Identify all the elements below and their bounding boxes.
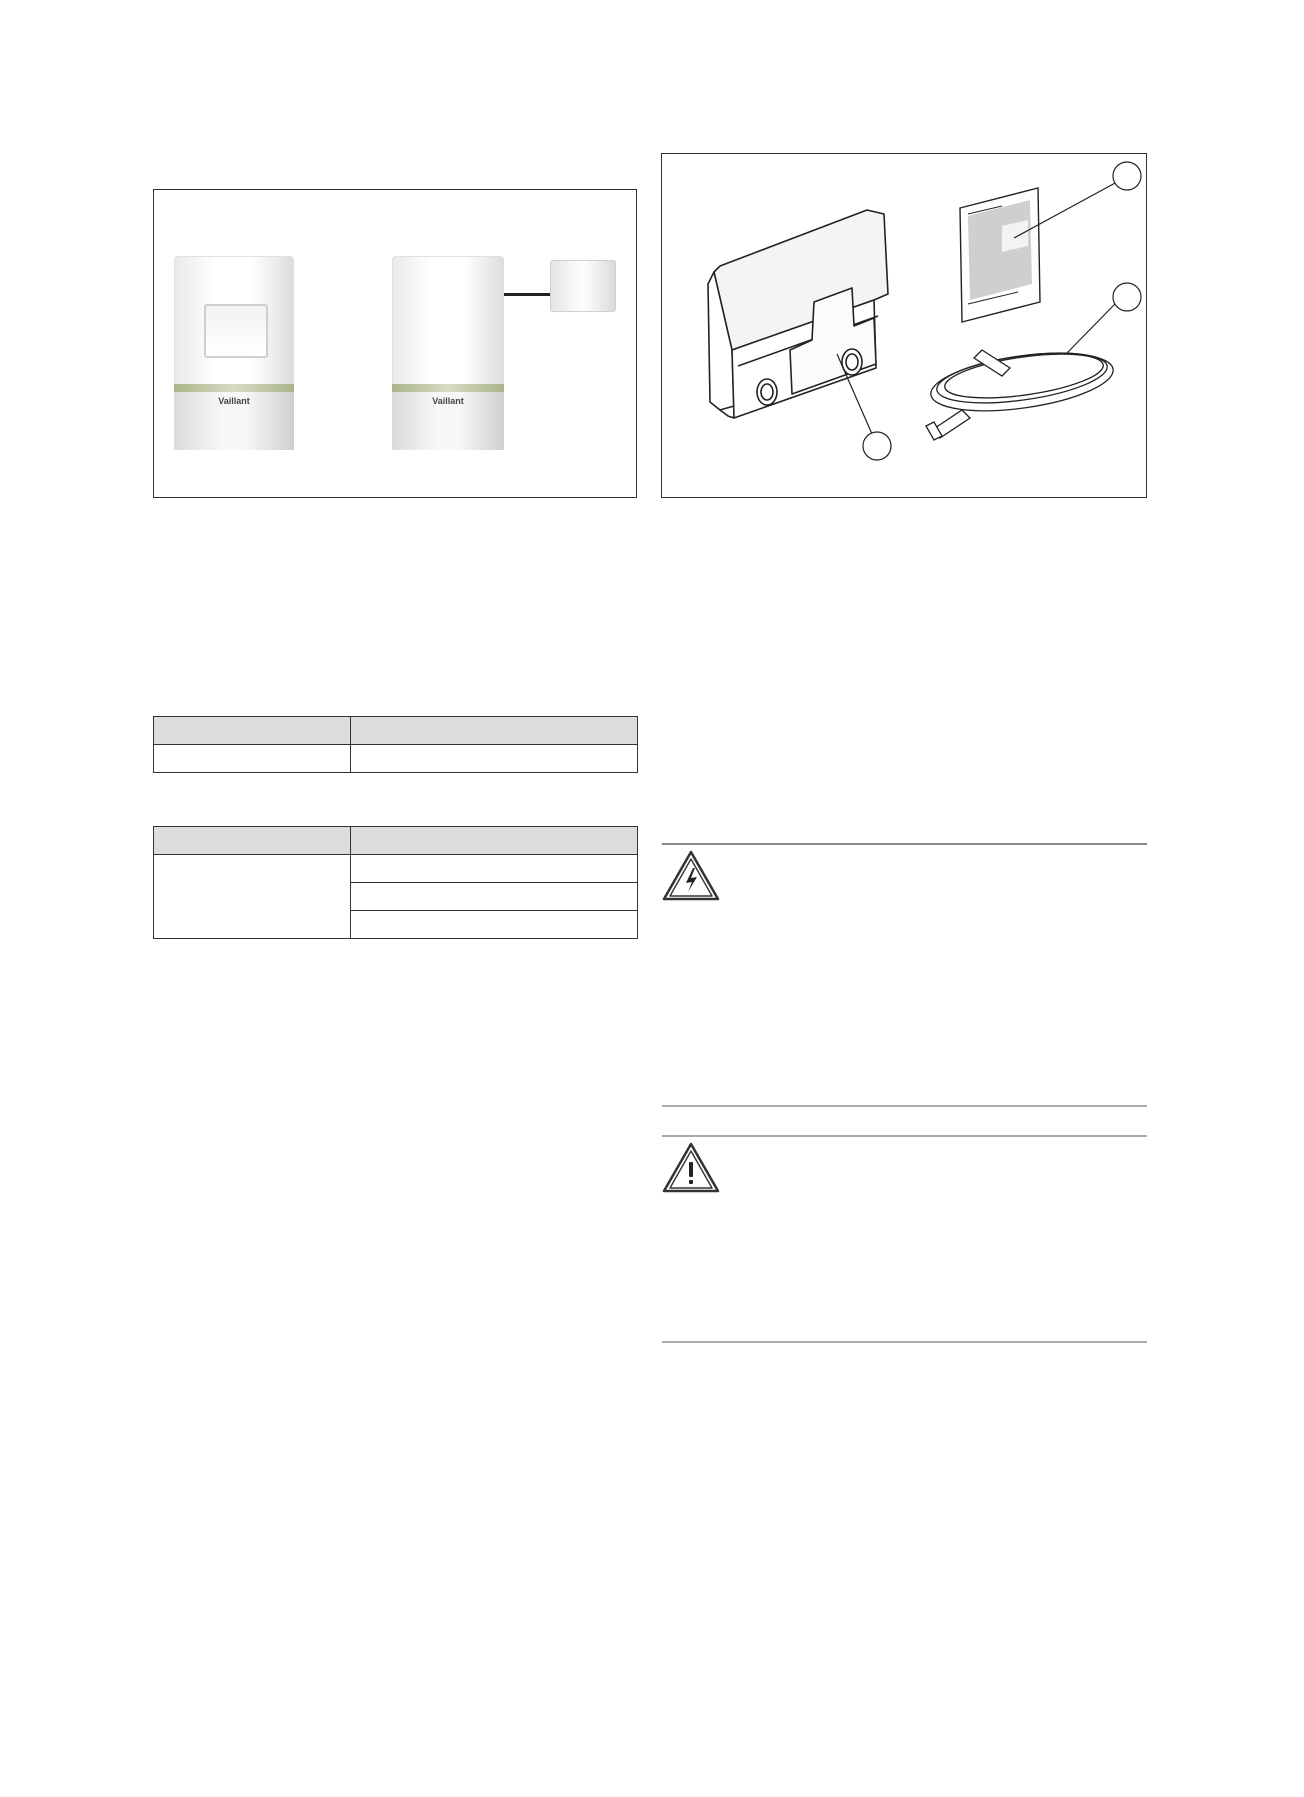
general-warning-icon: [662, 1142, 720, 1194]
boiler-without-display: [392, 256, 504, 450]
boiler-with-display: [174, 256, 294, 450]
table-header-cell: [351, 717, 638, 745]
boiler-display-screen: [204, 304, 268, 358]
table-cell: [154, 855, 351, 939]
wall-bracket-drawing: [708, 210, 888, 418]
table-cell: [351, 745, 638, 773]
figure-boilers: [153, 189, 637, 498]
table-cell: [351, 855, 638, 883]
table-1: [153, 716, 638, 773]
figure-accessory-kit: [661, 153, 1147, 498]
callout-1: [1113, 162, 1141, 190]
table-cell: [351, 911, 638, 939]
external-module: [550, 260, 616, 312]
table-cell: [351, 883, 638, 911]
table-row: [154, 745, 638, 773]
table-row: [154, 855, 638, 883]
table-header-cell: [154, 827, 351, 855]
instruction-sheet-drawing: [960, 188, 1040, 322]
boiler-brand-label: Vaillant: [432, 396, 464, 406]
accessory-kit-drawing: [662, 154, 1145, 496]
table-2: [153, 826, 638, 939]
warning-1-bottom-rule: [662, 1105, 1147, 1107]
table-cell: [154, 745, 351, 773]
callout-3: [863, 432, 891, 460]
boiler-brand-label: Vaillant: [218, 396, 250, 406]
table-header-cell: [154, 717, 351, 745]
table-header-row: [154, 827, 638, 855]
callout-2: [1113, 283, 1141, 311]
connection-cable: [504, 293, 550, 296]
table-header-row: [154, 717, 638, 745]
warning-2-bottom-rule: [662, 1341, 1147, 1343]
electric-shock-warning-icon: [662, 850, 720, 902]
warning-2-top-rule: [662, 1135, 1147, 1137]
table-header-cell: [351, 827, 638, 855]
connection-cable-drawing: [926, 343, 1117, 440]
warning-1-top-rule: [662, 843, 1147, 845]
